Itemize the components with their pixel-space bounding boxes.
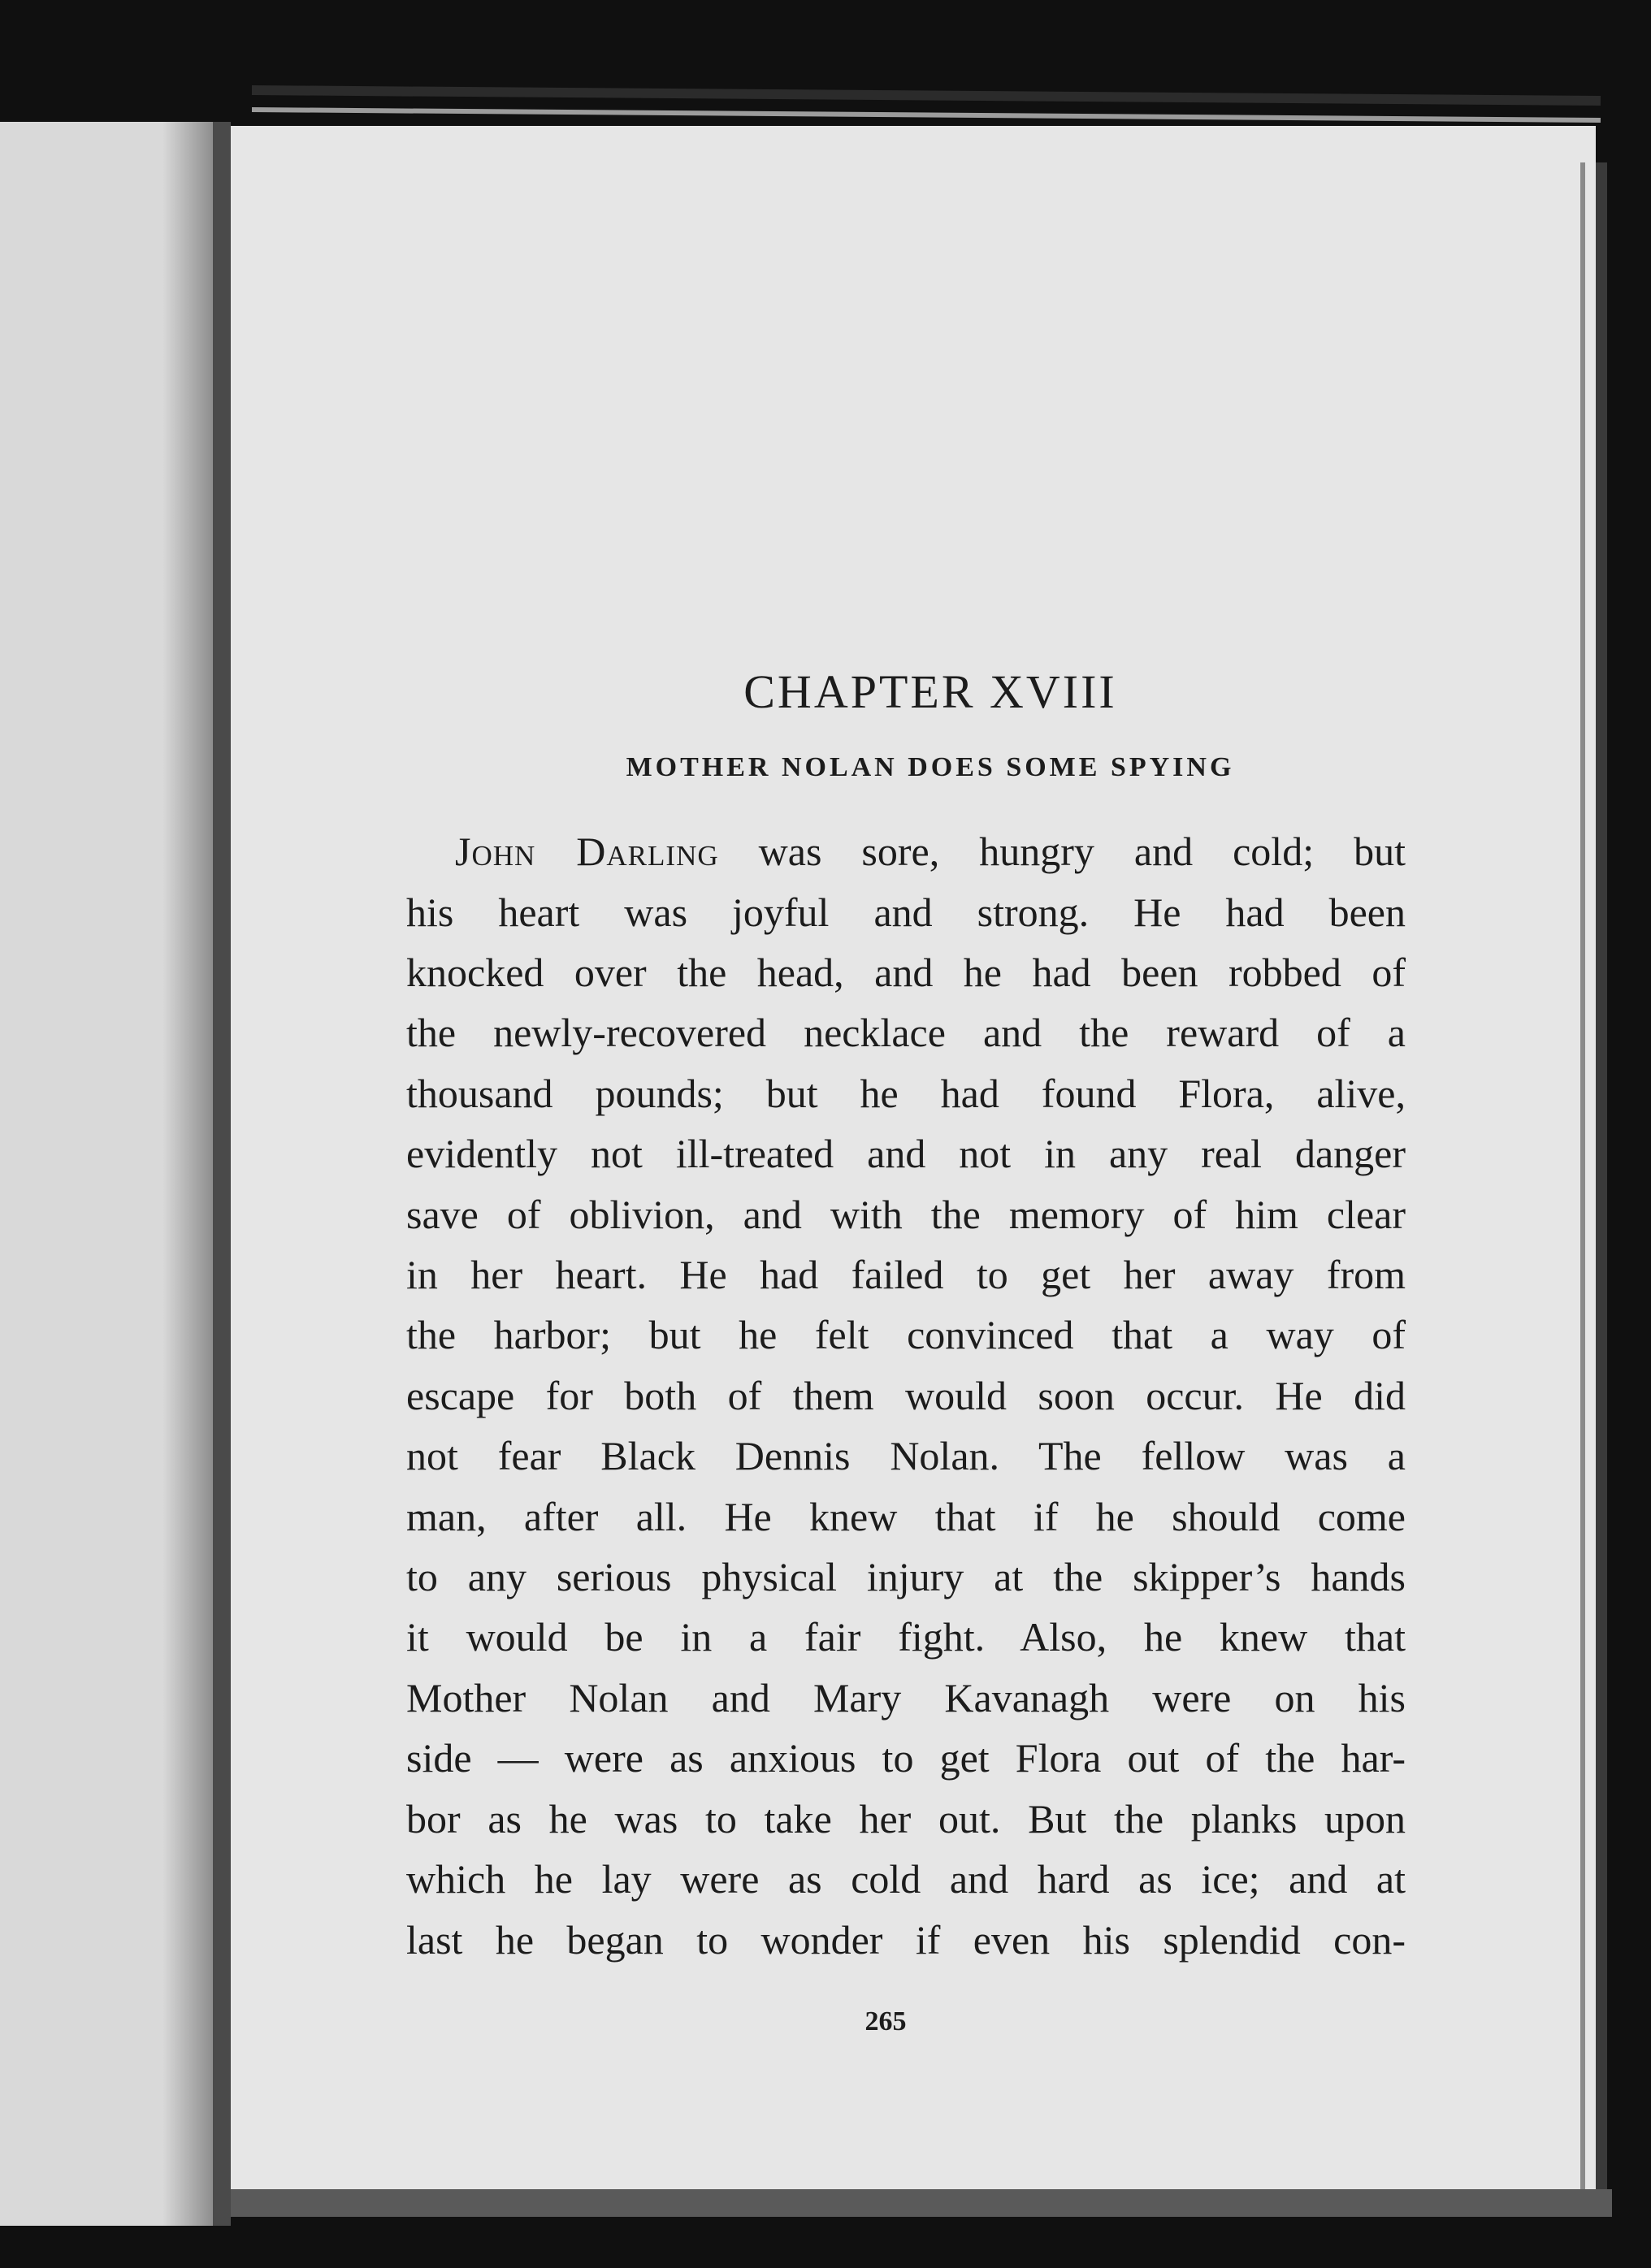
text-line: in her heart. He had failed to get her away from	[406, 1252, 1406, 1298]
text-line	[406, 821, 1406, 881]
text-line: the harbor; but he felt convinced that a way of	[406, 1312, 1406, 1358]
text-line: the newly-recovered necklace and the reward of a	[406, 1010, 1406, 1056]
text-line: man, after all. He knew that if he should come	[406, 1493, 1406, 1539]
page-right-edge-inner	[1580, 162, 1585, 2210]
text-line: last he began to wonder if even his splendid con-	[406, 1916, 1406, 1963]
lead-name: John Darling	[455, 829, 719, 875]
text-line: which he lay were as cold and hard as ice; and at	[406, 1856, 1406, 1902]
text-line: knocked over the head, and he had been robbed of	[406, 950, 1406, 995]
chapter-title: CHAPTER XVIII	[743, 665, 1117, 718]
text-line: save of oblivion, and with the memory of him clear	[406, 1191, 1406, 1237]
text-line: his heart was joyful and strong. He had been	[406, 889, 1406, 935]
text-line: escape for both of them would soon occur. He did	[406, 1372, 1406, 1418]
chapter-body	[406, 821, 1406, 1970]
gutter-shadow	[162, 122, 213, 2226]
page-number: 265	[864, 2006, 907, 2036]
text-line: not fear Black Dennis Nolan. The fellow was a	[406, 1433, 1406, 1479]
text-line: Mother Nolan and Mary Kavanagh were on his	[406, 1674, 1406, 1720]
page-bottom-edge	[231, 2189, 1612, 2217]
text-line-rest: was sore, hungry and cold; but	[718, 829, 1406, 875]
text-line: thousand pounds; but he had found Flora, alive,	[406, 1070, 1406, 1116]
page-content	[406, 666, 1406, 1970]
text-line: it would be in a fair fight. Also, he knew that	[406, 1614, 1406, 1660]
text-line: evidently not ill-treated and not in any real danger	[406, 1131, 1406, 1177]
text-line: side — were as anxious to get Flora out of the har-	[406, 1735, 1406, 1781]
page-gutter	[213, 122, 231, 2226]
text-line: bor as he was to take her out. But the planks upon	[406, 1795, 1406, 1842]
text-line: to any serious physical injury at the skipper’s hands	[406, 1554, 1406, 1600]
chapter-subtitle: MOTHER NOLAN DOES SOME SPYING	[626, 751, 1235, 782]
page-right-edge	[1596, 162, 1607, 2210]
